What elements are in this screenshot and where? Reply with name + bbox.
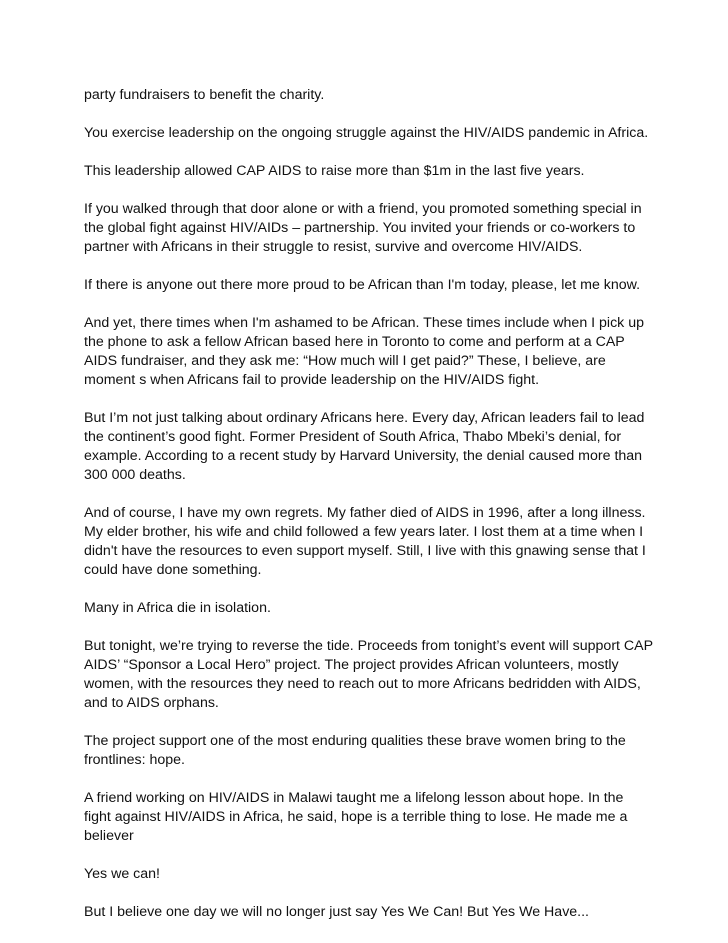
paragraph: A friend working on HIV/AIDS in Malawi taught me a lifelong lesson about hope. In the fight against HIV/AIDS in Africa, he said, hope is a terrible thing to lose. He made me a believer <box>84 790 628 844</box>
paragraph: Yes we can! <box>84 866 160 882</box>
paragraph: But I believe one day we will no longer just say Yes We Can! But Yes We Have... <box>84 904 589 920</box>
paragraph: You exercise leadership on the ongoing struggle against the HIV/AIDS pandemic in Africa. <box>84 125 649 141</box>
paragraph: party fundraisers to benefit the charity. <box>84 87 325 103</box>
paragraph: And of course, I have my own regrets. My father died of AIDS in 1996, after a long illness. My elder brother, his wife and child followed a few years later. I lost them at a time when I didn't have the resources to even support myself. Still, I live with this gnawing sense that I could have done something. <box>84 505 646 578</box>
paragraph: The project support one of the most enduring qualities these brave women bring to the frontlines: hope. <box>84 733 626 768</box>
paragraph: Many in Africa die in isolation. <box>84 600 271 616</box>
paragraph: But I’m not just talking about ordinary Africans here. Every day, African leaders fail to lead the continent’s good fight. Former President of South Africa, Thabo Mbeki’s denial, for example. According to a recent study by Harvard University, the denial caused more than 300 000 deaths. <box>84 410 645 483</box>
document-body <box>84 86 654 941</box>
paragraph: But tonight, we’re trying to reverse the tide. Proceeds from tonight’s event will support CAP AIDS’ “Sponsor a Local Hero” project. The project provides African volunteers, mostly women, with the resources they need to reach out to more Africans bedridden with AIDS, and to AIDS orphans. <box>84 638 653 711</box>
paragraph: This leadership allowed CAP AIDS to raise more than $1m in the last five years. <box>84 163 585 179</box>
paragraph: If there is anyone out there more proud to be African than I'm today, please, let me know. <box>84 277 641 293</box>
paragraph: And yet, there times when I'm ashamed to be African. These times include when I pick up the phone to ask a fellow African based here in Toronto to come and perform at a CAP AIDS fundraiser, and they ask me: “How much will I get paid?” These, I believe, are moment s when Africans fail to provide leadership on the HIV/AIDS fight. <box>84 315 644 388</box>
paragraph: If you walked through that door alone or with a friend, you promoted something special in the global fight against HIV/AIDs – partnership. You invited your friends or co-workers to partner with Africans in their struggle to resist, survive and overcome HIV/AIDS. <box>84 201 642 255</box>
